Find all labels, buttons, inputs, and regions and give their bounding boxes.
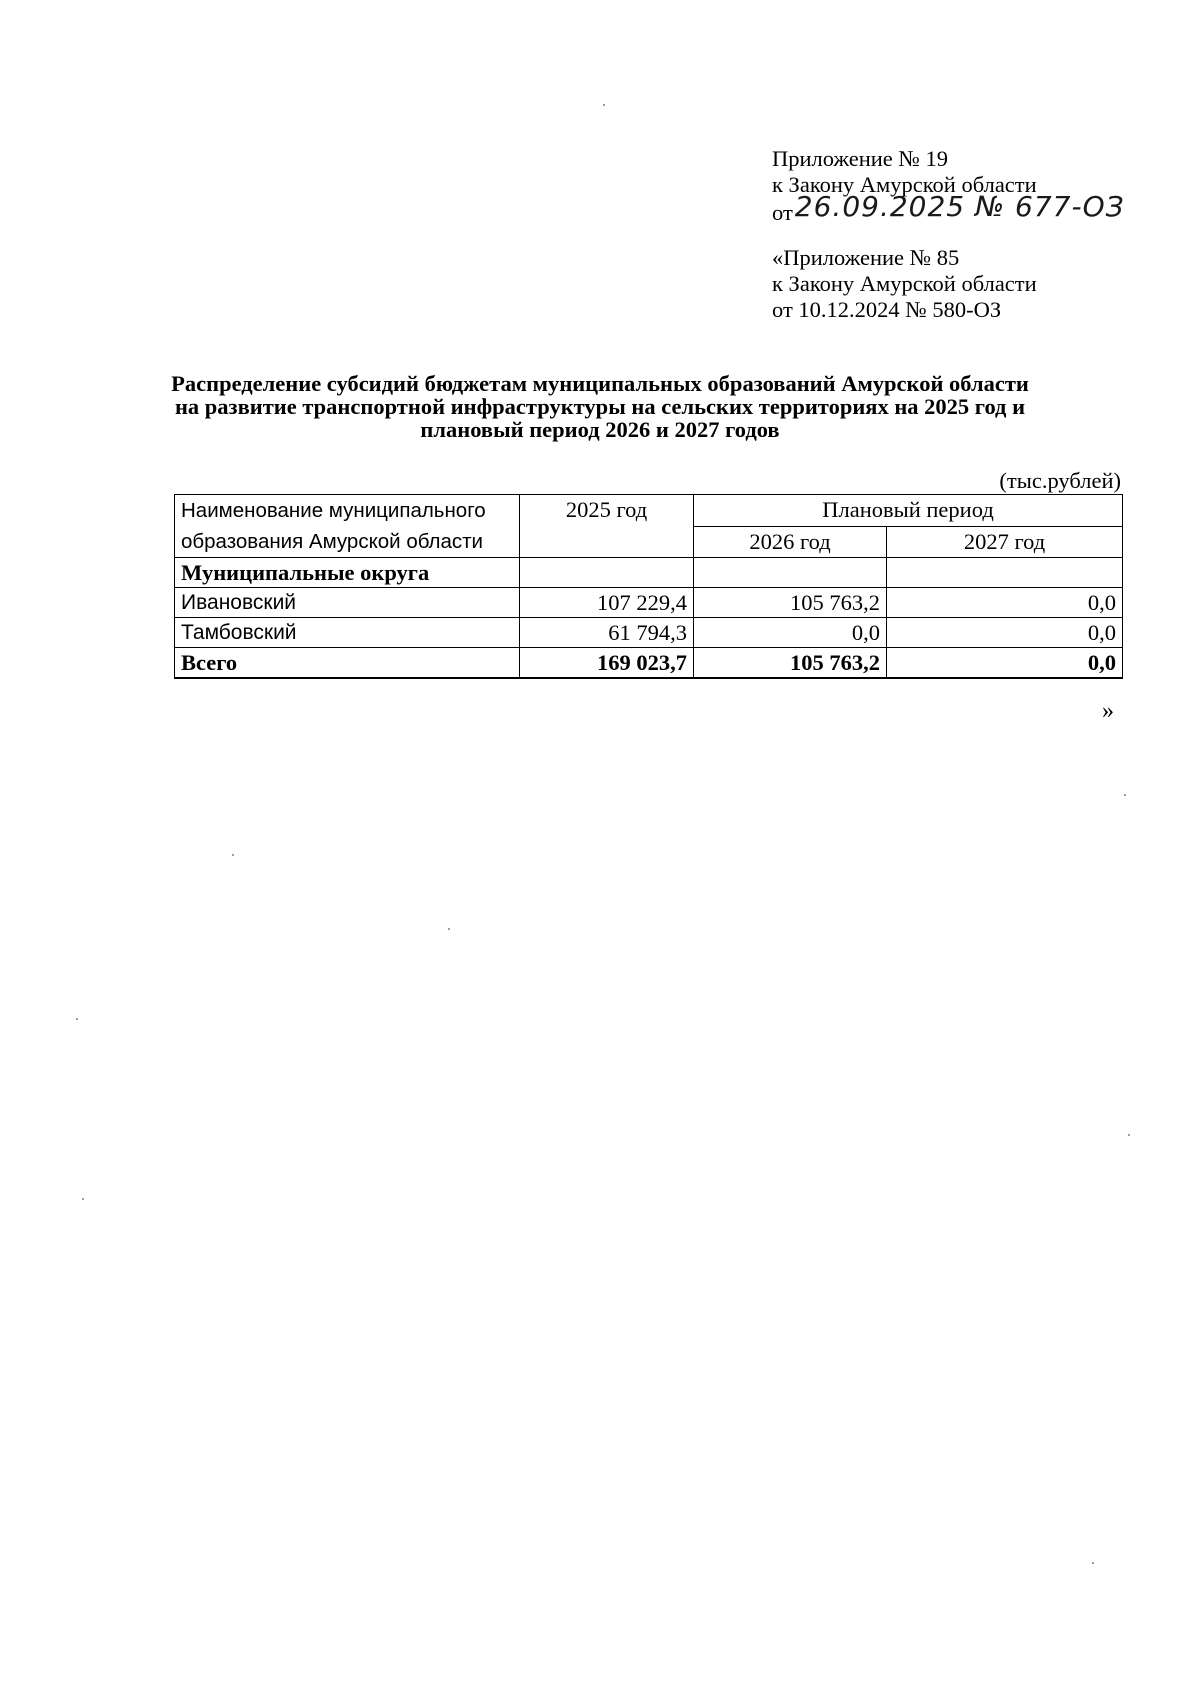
- scan-speck: [1128, 1134, 1130, 1136]
- subsidy-table: [174, 494, 1123, 679]
- closing-quote: »: [1102, 698, 1114, 724]
- header-2026: 2026 год: [694, 526, 887, 558]
- total-value-2026: 105 763,2: [694, 648, 887, 679]
- heading-line: на развитие транспортной инфраструктуры на сельских территориях на 2025 год и: [174, 394, 1026, 419]
- total-value-2027: 0,0: [887, 648, 1123, 679]
- appendix-current-date-prefix: от: [772, 200, 793, 225]
- appendix-previous-law: к Закону Амурской области: [772, 271, 1037, 296]
- total-value-2025: 169 023,7: [520, 648, 694, 679]
- total-name: Всего: [175, 648, 520, 679]
- header-2027: 2027 год: [887, 526, 1123, 558]
- units-label: (тыс.рублей): [999, 468, 1121, 493]
- appendix-previous-title: «Приложение № 85: [772, 245, 960, 270]
- row-value-2026: 105 763,2: [694, 588, 887, 618]
- total-row: [175, 648, 1123, 679]
- heading-line: Распределение субсидий бюджетам муниципальных образований Амурской области: [171, 371, 1029, 396]
- document-heading: [150, 372, 1050, 441]
- scan-speck: [603, 104, 605, 106]
- scan-speck: [1124, 794, 1126, 796]
- row-value-2027: 0,0: [887, 618, 1123, 648]
- empty-cell: [520, 558, 694, 588]
- row-value-2026: 0,0: [694, 618, 887, 648]
- row-value-2025: 61 794,3: [520, 618, 694, 648]
- section-row: [175, 558, 1123, 588]
- empty-cell: [694, 558, 887, 588]
- scan-speck: [1092, 1562, 1094, 1564]
- scan-speck: [82, 1198, 84, 1200]
- scan-speck: [448, 928, 450, 930]
- handwritten-date-number: 26.09.2025 № 677-ОЗ: [794, 190, 1125, 223]
- section-name: Муниципальные округа: [175, 558, 520, 588]
- header-name: Наименование муниципального образования Амурской области: [175, 495, 520, 558]
- row-name: Тамбовский: [175, 618, 520, 648]
- header-planned-period: Плановый период: [694, 495, 1123, 527]
- table-row: [175, 618, 1123, 648]
- row-name: Ивановский: [175, 588, 520, 618]
- heading-line: плановый период 2026 и 2027 годов: [420, 417, 780, 442]
- appendix-previous-date: от 10.12.2024 № 580-ОЗ: [772, 297, 1002, 322]
- row-value-2027: 0,0: [887, 588, 1123, 618]
- appendix-previous-block: [772, 245, 1037, 323]
- empty-cell: [887, 558, 1123, 588]
- table-row: [175, 588, 1123, 618]
- scan-speck: [232, 854, 234, 856]
- appendix-current-date-line: [772, 190, 1125, 226]
- appendix-current-block: [772, 146, 1125, 226]
- header-2025: 2025 год: [520, 495, 694, 558]
- row-value-2025: 107 229,4: [520, 588, 694, 618]
- appendix-current-law: к Закону Амурской области: [772, 172, 1037, 197]
- table-header-row: [175, 495, 1123, 527]
- appendix-current-title: Приложение № 19: [772, 146, 948, 171]
- scan-speck: [76, 1018, 78, 1020]
